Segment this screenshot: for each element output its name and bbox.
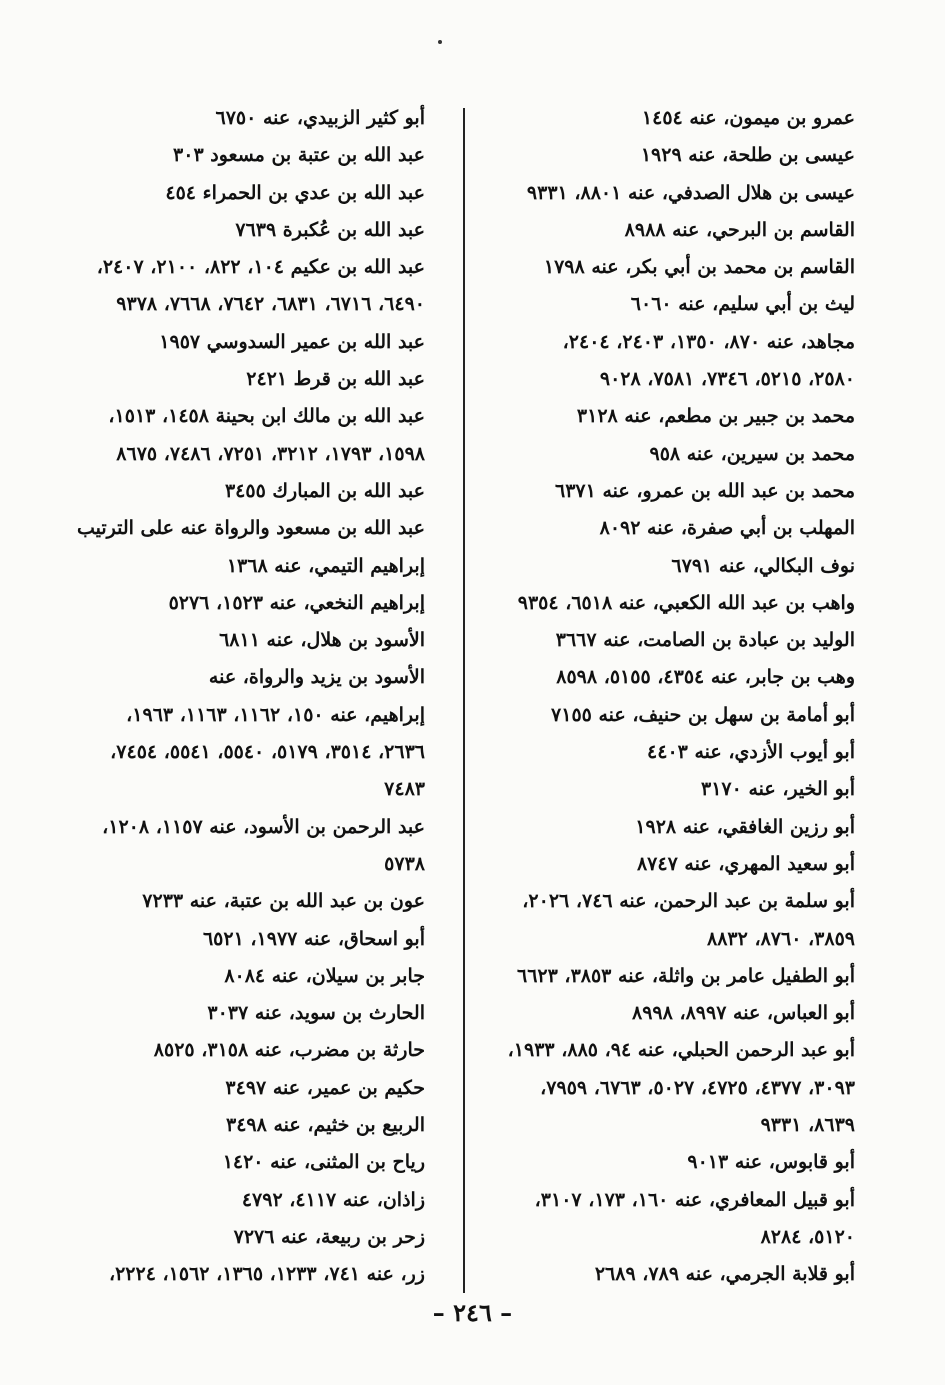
page-speck [438,40,442,44]
index-entry: الربيع بن خثيم، عنه ٣٤٩٨ [226,1114,425,1137]
index-entry: ٥٧٣٨ [384,852,425,875]
index-entry: وهب بن جابر، عنه ٤٣٥٤، ٥١٥٥، ٨٥٩٨ [556,666,855,689]
index-entry: عبد الله بن عُكبرة ٧٦٣٩ [235,218,425,241]
index-entry: ٨٦٣٩، ٩٣٣١ [760,1114,855,1137]
index-entry: المهلب بن أبي صفرة، عنه ٨٠٩٢ [599,517,855,540]
index-entry: أبو اسحاق، عنه ١٩٧٧، ٦٥٢١ [202,927,425,950]
index-entry: أبو كثير الزبيدي، عنه ٦٧٥٠ [215,107,425,129]
index-entry: رياح بن المثنى، عنه ١٤٢٠ [222,1151,425,1174]
index-entry: عبد الله بن عكيم ١٠٤، ٨٢٢، ٢١٠٠، ٢٤٠٧، [96,256,425,279]
index-entry: عيسى بن طلحة، عنه ١٩٢٩ [640,144,855,167]
index-entry: القاسم بن محمد بن أبي بكر، عنه ١٧٩٨ [543,256,855,279]
index-entry: زاذان، عنه ٤١١٧، ٤٧٩٢ [241,1188,425,1211]
index-entry: محمد بن سيرين، عنه ٩٥٨ [649,442,855,465]
index-entry: حكيم بن عمير، عنه ٣٤٩٧ [225,1076,425,1099]
index-entry: زر، عنه ٧٤١، ١٢٣٣، ١٣٦٥، ١٥٦٢، ٢٢٢٤، [108,1263,425,1286]
index-entry: ليث بن أبي سليم، عنه ٦٠٦٠ [630,293,855,316]
index-entry: عبد الله بن قرط ٢٤٢١ [246,368,425,391]
page-number: – ٢٤٦ – [432,1298,513,1327]
index-entry: أبو الطفيل عامر بن واثلة، عنه ٣٨٥٣، ٦٦٢٣ [516,964,855,987]
index-entry: الحارث بن سويد، عنه ٣٠٣٧ [207,1002,425,1025]
index-entry: ٣٨٥٩، ٨٧٦٠، ٨٨٣٢ [707,927,855,950]
index-entry: جابر بن سيلان، عنه ٨٠٨٤ [224,964,425,987]
index-entry: أبو العباس، عنه ٨٩٩٧، ٨٩٩٨ [632,1002,855,1025]
index-entry: أبو سلمة بن عبد الرحمن، عنه ٧٤٦، ٢٠٢٦، [522,890,855,913]
index-entry: عبد الرحمن بن الأسود، عنه ١١٥٧، ١٢٠٨، [102,815,425,838]
index-entry: أبو قبيل المعافري، عنه ١٦٠، ١٧٣، ٣١٠٧، [534,1188,855,1211]
index-entry: عبد الله بن عدي بن الحمراء ٤٥٤ [165,181,425,204]
index-entry: إبراهيم، عنه ١٥٠، ١١٦٢، ١١٦٣، ١٩٦٣، [126,703,425,726]
index-entry: عيسى بن هلال الصدفي، عنه ٨٨٠١، ٩٣٣١ [526,181,855,204]
index-entry: الأسود بن يزيد والرواة، عنه [208,666,425,689]
index-entry: ٣٠٩٣، ٤٣٧٧، ٤٧٢٥، ٥٠٢٧، ٦٧٦٣، ٧٩٥٩، [540,1076,855,1099]
index-entry: أبو رزين الغافقي، عنه ١٩٢٨ [635,815,855,838]
column-divider [463,108,465,1293]
index-entry: الوليد بن عبادة بن الصامت، عنه ٣٦٦٧ [555,629,855,652]
index-entry: عبد الله بن مالك ابن بحينة ١٤٥٨، ١٥١٣، [108,405,425,428]
index-entry: نوف البكالي، عنه ٦٧٩١ [671,554,855,577]
index-entry: عبد الله بن المبارك ٣٤٥٥ [224,479,425,502]
index-entry: ٢٦٣٦، ٣٥١٤، ٥١٧٩، ٥٥٤٠، ٥٥٤١، ٧٤٥٤، [110,741,425,764]
index-entry: القاسم بن البرحي، عنه ٨٩٨٨ [624,218,855,241]
index-entry: عبد الله بن عمير السدوسي ١٩٥٧ [159,330,425,353]
index-entry: أبو أمامة بن سهل بن حنيف، عنه ٧١٥٥ [551,703,855,726]
index-entry: أبو سعيد المهري، عنه ٨٧٤٧ [636,852,855,875]
index-entry: عمرو بن ميمون، عنه ١٤٥٤ [641,107,855,129]
index-entry: ٢٥٨٠، ٥٢١٥، ٧٣٤٦، ٧٥٨١، ٩٠٢٨ [599,368,855,391]
index-entry: الأسود بن هلال، عنه ٦٨١١ [219,629,425,652]
index-entry: ٥١٢٠، ٨٢٨٤ [760,1225,855,1248]
index-entry: أبو عبد الرحمن الحبلي، عنه ٩٤، ٨٨٥، ١٩٣٣، [507,1039,855,1062]
index-entry: إبراهيم النخعي، عنه ١٥٢٣، ٥٢٧٦ [168,591,425,614]
index-entry: أبو قلابة الجرمي، عنه ٧٨٩، ٢٦٨٩ [594,1263,855,1286]
index-entry: زحر بن ربيعة، عنه ٧٢٧٦ [233,1225,425,1248]
index-entry: واهب بن عبد الله الكعبي، عنه ٦٥١٨، ٩٣٥٤ [517,591,855,614]
index-entry: إبراهيم التيمي، عنه ١٣٦٨ [226,554,425,577]
index-entry: ١٥٩٨، ١٧٩٣، ٣٢١٢، ٧٢٥١، ٧٤٨٦، ٨٦٧٥ [116,442,425,465]
index-column-left [25,100,425,1300]
index-entry: أبو قابوس، عنه ٩٠١٣ [687,1151,855,1174]
index-entry: ٧٤٨٣ [384,778,425,801]
index-entry: ٦٤٩٠، ٦٧١٦، ٦٨٣١، ٧٦٤٢، ٧٦٦٨، ٩٣٧٨ [116,293,425,316]
index-entry: مجاهد، عنه ٨٧٠، ١٣٥٠، ٢٤٠٣، ٢٤٠٤، [562,330,855,353]
index-entry: عون بن عبد الله بن عتبة، عنه ٧٢٣٣ [142,890,425,913]
index-entry: أبو الخير، عنه ٣١٧٠ [701,778,855,801]
index-column-right [455,100,855,1300]
index-entry: عبد الله بن مسعود والرواة عنه على الترتيب [76,517,425,540]
index-entry: محمد بن جبير بن مطعم، عنه ٣١٢٨ [576,405,855,428]
index-entry: عبد الله بن عتبة بن مسعود ٣٠٣ [173,144,425,167]
index-entry: حارثة بن مضرب، عنه ٣١٥٨، ٨٥٢٥ [153,1039,425,1062]
index-entry: أبو أيوب الأزدي، عنه ٤٤٠٣ [647,741,855,764]
index-entry: محمد بن عبد الله بن عمرو، عنه ٦٣٧١ [555,479,855,502]
